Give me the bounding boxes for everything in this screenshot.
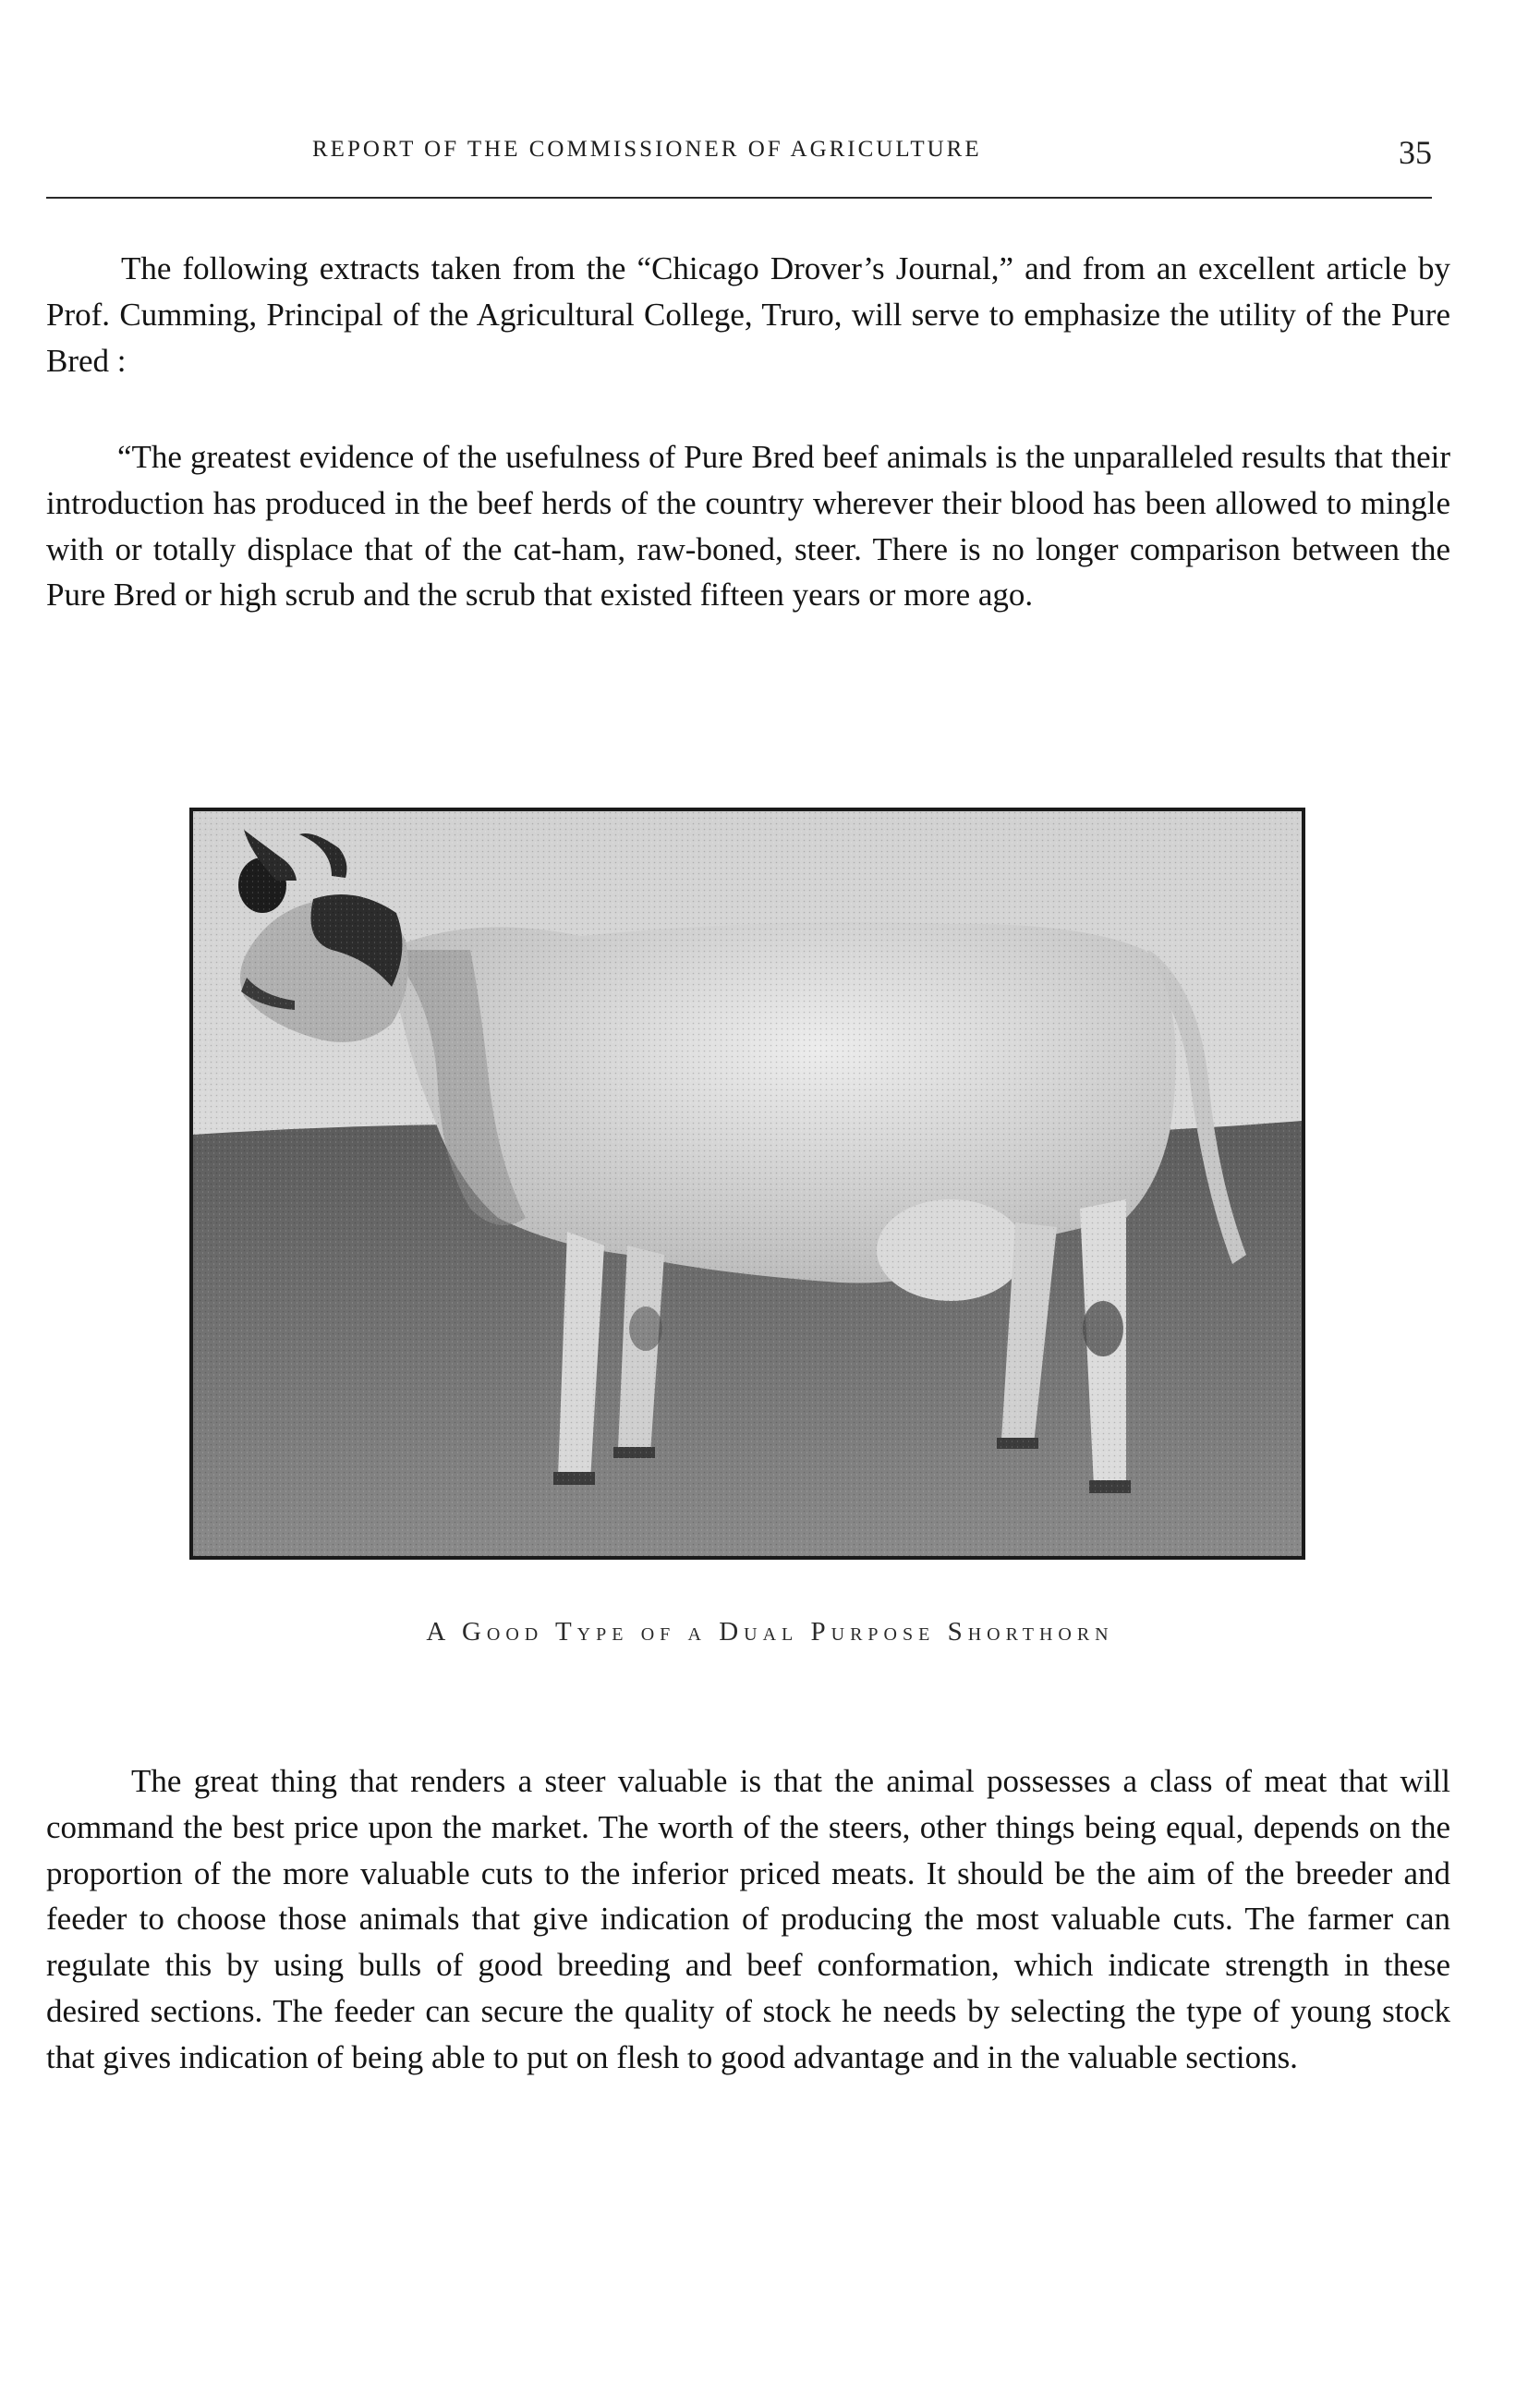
shorthorn-photograph	[189, 808, 1305, 1560]
intro-paragraph: The following extracts taken from the “Chicago Drover’s Journal,” and from an excellent article by Prof. Cumming, Principal of the Agricultural College, Truro, will serve to emphasize the utility of the Pure Bred :	[46, 250, 1450, 379]
quoted-paragraph: “The greatest evidence of the usefulness of Pure Bred beef animals is the unparalleled results that their introduction has produced in the beef herds of the country wherever their blood has been allowed to mingle with or totally displace that of the cat-ham, raw-boned, steer. There is no longer comparison between the Pure Bred or high scrub and the scrub that existed fifteen years or more ago.	[46, 439, 1450, 614]
page-number: 35	[1399, 134, 1432, 171]
header-rule	[46, 197, 1432, 199]
figure-caption: A Good Type of a Dual Purpose Shorthorn	[426, 1617, 1114, 1647]
body-paragraph: The great thing that renders a steer valuable is that the animal possesses a class of meat that will command the best price upon the market. The worth of the steers, other things being equal, depends on the proportion of the more valuable cuts to the inferior priced meats. It should be the aim of the breeder and feeder to choose those animals that give indication of producing the most valuable cuts. The farmer can regulate this by using bulls of good breeding and beef conformation, which indicate strength in these desired sections. The feeder can secure the quality of stock he needs by selecting the type of young stock that gives indication of being able to put on flesh to good advantage and in the valuable sections.	[46, 1763, 1450, 2075]
running-title: REPORT OF THE COMMISSIONER OF AGRICULTURE	[312, 137, 982, 162]
running-head	[46, 134, 1432, 174]
